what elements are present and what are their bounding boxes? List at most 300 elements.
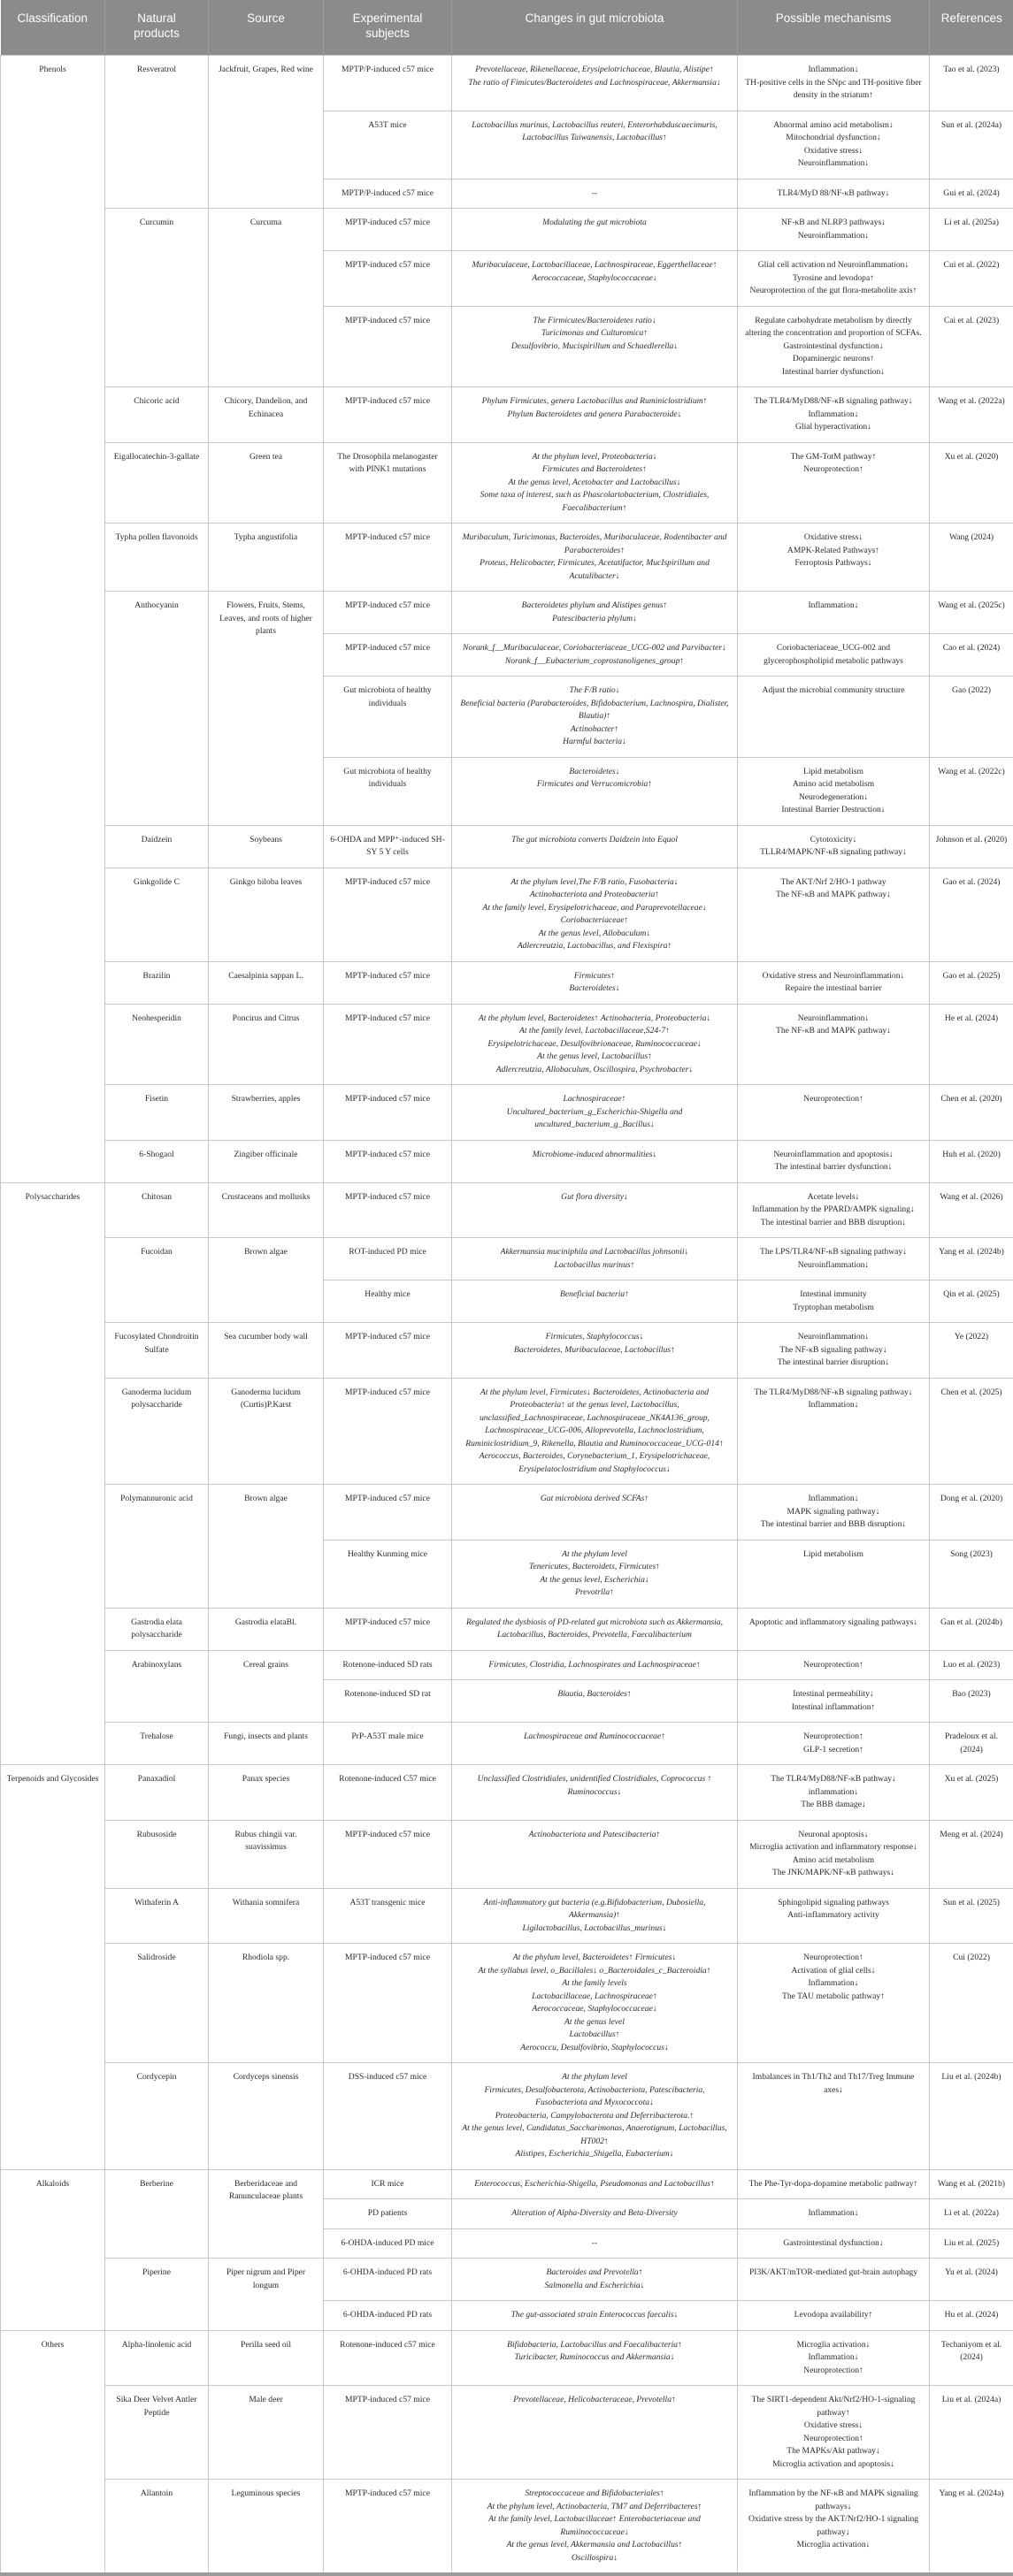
table-row <box>1 1085 1013 1141</box>
changes-cell <box>452 2199 738 2229</box>
subject-cell <box>324 1004 452 1085</box>
text-line: -- <box>457 187 732 201</box>
text-line: Adlercreutzia, Allobaculum, Oscillospira, Psychrobacter↓ <box>457 1064 732 1077</box>
subject-cell <box>324 1888 452 1944</box>
subject-cell <box>324 2386 452 2480</box>
subject-cell <box>324 2063 452 2170</box>
text-line: Mitochondrial dysfunction↓ <box>743 132 924 145</box>
source-cell-sika-deer-velvet-antler-peptide <box>209 2386 324 2480</box>
text-line: Streptococcaceae and Bifidobacteriales↑ <box>457 2488 732 2501</box>
text-line: Cordycepin <box>111 2071 203 2084</box>
subject-cell <box>324 524 452 592</box>
text-line: Wang et al. (2026) <box>935 1191 1008 1204</box>
text-line: Caesalpinia sappan L. <box>214 970 318 983</box>
classification-cell-polysaccharides <box>1 1182 105 1765</box>
text-line: Ginkgo biloba leaves <box>214 876 318 890</box>
reference-cell <box>930 1182 1013 1238</box>
text-line: Neuroprotection↑ <box>743 463 924 477</box>
reference-cell <box>930 1608 1013 1650</box>
text-line: TLR4/MyD 88/NF-κB pathway↓ <box>743 187 924 201</box>
text-line: MPTP-induced c57 mice <box>329 217 446 230</box>
text-line: Imbalances in Th1/Th2 and Th17/Treg Immune axes↓ <box>743 2071 924 2097</box>
subject-cell <box>324 1182 452 1238</box>
subject-cell <box>324 2480 452 2575</box>
text-line: Fisetin <box>111 1093 203 1106</box>
text-line: Microglia activation and apoptosis↓ <box>743 2458 924 2472</box>
text-line: Daidzein <box>111 834 203 847</box>
text-line: MPTP-induced c57 mice <box>329 642 446 655</box>
text-line: Alpha-linolenic acid <box>111 2339 203 2352</box>
text-line: Inflammation by the PPARD/AMPK signaling↓ <box>743 1204 924 1217</box>
text-line: Tryptophan metabolism <box>743 1302 924 1315</box>
reference-cell <box>930 2169 1013 2199</box>
text-line: Rotenone-induced C57 mice <box>329 1773 446 1786</box>
table-row <box>1 1888 1013 1944</box>
text-line: Rotenone-induced SD rat <box>329 1688 446 1701</box>
reference-cell <box>930 1004 1013 1085</box>
text-line: At the phylum level <box>457 1548 732 1562</box>
text-line: Sea cucumber body wall <box>214 1331 318 1344</box>
text-line: He et al. (2024) <box>935 1013 1008 1026</box>
source-cell-arabinoxylans <box>209 1650 324 1723</box>
changes-cell <box>452 1004 738 1085</box>
table-body <box>1 56 1013 2575</box>
classification-cell-phenols <box>1 56 105 1183</box>
reference-cell <box>930 634 1013 676</box>
mechanisms-cell <box>738 2199 930 2229</box>
text-line: The NF-κB and MAPK pathway↓ <box>743 1025 924 1038</box>
subject-cell <box>324 2259 452 2301</box>
source-cell-rubusoside <box>209 1820 324 1888</box>
table-header <box>1 0 1013 56</box>
text-line: Huh et al. (2020) <box>935 1149 1008 1162</box>
text-line: Gan et al. (2024b) <box>935 1617 1008 1630</box>
text-line: Xu et al. (2020) <box>935 451 1008 464</box>
text-line: MPTP-induced c57 mice <box>329 1829 446 1842</box>
text-line: The NF-κB and MAPK pathway↓ <box>743 889 924 902</box>
text-line: Uncultured_bacterium_g_Escherichia-Shigella and uncultured_bacterium_g_Bacillus↓ <box>457 1106 732 1132</box>
text-line: At the genus level, Acetobacter and Lactobacillus↓ <box>457 477 732 490</box>
mechanisms-cell <box>738 2480 930 2575</box>
product-cell-eigallocatechin-3-gallate <box>105 442 209 524</box>
source-cell-anthocyanin <box>209 592 324 826</box>
reference-cell <box>930 111 1013 179</box>
product-cell-piperine <box>105 2259 209 2331</box>
text-line: Wang et al. (2025c) <box>935 600 1008 613</box>
product-cell-curcumin <box>105 209 209 387</box>
text-line: Pradeloux et al. (2024) <box>935 1731 1008 1756</box>
reference-cell <box>930 1378 1013 1485</box>
product-cell-fucosylated-chondroitin-sulfate <box>105 1323 209 1379</box>
subject-cell <box>324 825 452 868</box>
changes-cell <box>452 2169 738 2199</box>
text-line: Bacteroidetes↓ <box>457 766 732 779</box>
text-line: Apoptotic and inflammatory signaling pathways↓ <box>743 1617 924 1630</box>
subject-cell <box>324 387 452 443</box>
changes-cell <box>452 1888 738 1944</box>
text-line: Terpenoids and Glycosides <box>6 1773 99 1786</box>
reference-cell <box>930 1140 1013 1182</box>
text-line: MPTP-induced c57 mice <box>329 970 446 983</box>
subject-cell <box>324 1238 452 1280</box>
table-row <box>1 961 1013 1004</box>
source-cell-neohesperidin <box>209 1004 324 1085</box>
text-line: Intestinal immunity <box>743 1288 924 1302</box>
text-line: Ye (2022) <box>935 1331 1008 1344</box>
text-line: Neuroinflammation↓ <box>743 1013 924 1026</box>
mechanisms-cell <box>738 2386 930 2480</box>
text-line: Chicory, Dandelion, and Echinacea <box>214 395 318 421</box>
text-line: Cereal grains <box>214 1659 318 1672</box>
text-line: Panax species <box>214 1773 318 1786</box>
product-cell-rubusoside <box>105 1820 209 1888</box>
text-line: Inflammation↓ <box>743 1493 924 1506</box>
text-line: Piper nigrum and Piper longum <box>214 2266 318 2292</box>
text-line: Inflammation↓ <box>743 64 924 77</box>
text-line: Soybeans <box>214 834 318 847</box>
text-line: Oxidative stress and Neuroinflammation↓ <box>743 970 924 983</box>
reference-cell <box>930 676 1013 758</box>
text-line: Typha angustifolia <box>214 531 318 545</box>
text-line: MPTP-induced c57 mice <box>329 1387 446 1400</box>
reference-cell <box>930 961 1013 1004</box>
text-line: Abnormal amino acid metabolism↓ <box>743 119 924 133</box>
text-line: Xu et al. (2025) <box>935 1773 1008 1786</box>
text-line: Acetate levels↓ <box>743 1191 924 1204</box>
text-line: Microbiome-induced abnormalities↓ <box>457 1149 732 1162</box>
source-cell-eigallocatechin-3-gallate <box>209 442 324 524</box>
reference-cell <box>930 2386 1013 2480</box>
reference-cell <box>930 209 1013 251</box>
text-line: MPTP-induced c57 mice <box>329 531 446 545</box>
text-line: MPTP-induced c57 mice <box>329 395 446 409</box>
reference-cell <box>930 868 1013 961</box>
text-line: Firmicutes↑ <box>457 970 732 983</box>
text-line: Gao et al. (2024) <box>935 876 1008 890</box>
text-line: At the phylum level, Firmicutes↓ Bacteroidetes, Actinobacteria and Proteobacteria↑ at the genus level, Lactobacillus, unclassified_Lachnospiraceae, Lachnospiraceae_NK4A136_group, Lachnospiraceae_UCG-006, Alloprevotella, Lachnoclostridium, Ruminiclostridium_9, Rikenella, Blautia and Ruminococcaceae_UCG-014↑ <box>457 1387 732 1451</box>
text-line: Intestinal permeability↓ <box>743 1688 924 1701</box>
source-cell-gastrodia-elata-polysaccharide <box>209 1608 324 1650</box>
mechanisms-cell <box>738 387 930 443</box>
source-cell-salidroside <box>209 1944 324 2063</box>
subject-cell <box>324 1280 452 1323</box>
text-line: Salmonella and Escherichia↓ <box>457 2280 732 2293</box>
subject-cell <box>324 1140 452 1182</box>
text-line: Ligilactobacillus, Lactobacillus_murinus↓ <box>457 1922 732 1936</box>
source-cell-alpha-linolenic-acid <box>209 2330 324 2386</box>
text-line: Gastrodia elata polysaccharide <box>111 1617 203 1642</box>
text-line: inflammation↓ <box>743 1786 924 1800</box>
table-row <box>1 2330 1013 2386</box>
subject-cell <box>324 1323 452 1379</box>
table-row <box>1 1723 1013 1765</box>
text-line: Prevotellaceae, Helicobacteraceae, Prevotella↑ <box>457 2394 732 2407</box>
text-line: Inflammation↓ <box>743 1399 924 1412</box>
text-line: Techaniyom et al. (2024) <box>935 2339 1008 2365</box>
text-line: Bacteroidetes, Muribaculaceae, Lactobacillus↑ <box>457 1344 732 1357</box>
text-line: Unclassified Clostridiales, unidentified Clostridiales, Coprococcus ↑ <box>457 1773 732 1786</box>
text-line: Intestinal Barrier Destruction↓ <box>743 804 924 817</box>
changes-cell <box>452 179 738 209</box>
text-line: MPTP-induced c57 mice <box>329 315 446 328</box>
changes-cell <box>452 524 738 592</box>
text-line: Bacteroides and Prevotella↑ <box>457 2266 732 2280</box>
text-line: The JNK/MAPK/NF-κB pathways↓ <box>743 1867 924 1880</box>
mechanisms-cell <box>738 306 930 387</box>
text-line: The Drosophila melanogaster with PINK1 mutations <box>329 451 446 477</box>
text-line: PrP-A53T male mice <box>329 1731 446 1744</box>
text-line: Zingiber officinale <box>214 1149 318 1162</box>
text-line: NF-κB and NLRP3 pathways↓ <box>743 217 924 230</box>
changes-cell <box>452 1238 738 1280</box>
changes-cell <box>452 1280 738 1323</box>
text-line: The AKT/Nrf 2/HO-1 pathway <box>743 876 924 890</box>
source-cell-ganoderma-lucidum-polysaccharide <box>209 1378 324 1485</box>
product-cell-fisetin <box>105 1085 209 1141</box>
text-line: Others <box>6 2339 99 2352</box>
changes-cell <box>452 442 738 524</box>
text-line: Liu et al. (2025) <box>935 2237 1008 2251</box>
text-line: Crustaceans and mollusks <box>214 1191 318 1204</box>
changes-cell <box>452 387 738 443</box>
reference-cell <box>930 179 1013 209</box>
text-line: Neurodegeneration↓ <box>743 791 924 805</box>
text-line: MPTP-induced c57 mice <box>329 1952 446 1965</box>
reference-cell <box>930 1888 1013 1944</box>
changes-cell <box>452 111 738 179</box>
text-line: Bacteroidetes phylum and Alistipes genus↑ <box>457 600 732 613</box>
header-row <box>1 0 1013 56</box>
text-line: Sun et al. (2024a) <box>935 119 1008 133</box>
product-cell-chicoric-acid <box>105 387 209 443</box>
text-line: MPTP-induced c57 mice <box>329 259 446 272</box>
text-line: Inflammation↓ <box>743 2351 924 2365</box>
text-line: MPTP-induced c57 mice <box>329 1493 446 1506</box>
text-line: Liu et al. (2024b) <box>935 2071 1008 2084</box>
text-line: Actinobacter↑ <box>457 723 732 737</box>
reference-cell <box>930 2330 1013 2386</box>
text-line: The ratio of Fimicutes/Bacteroidetes and Lachnospiraceae, Akkermansia↓ <box>457 77 732 90</box>
text-line: MPTP-induced c57 mice <box>329 1013 446 1026</box>
text-line: Modulating the gut microbiota <box>457 217 732 230</box>
text-line: MPTP-induced c57 mice <box>329 1093 446 1106</box>
text-line: At the family level, Lactobacillaceae,S24-7↑ <box>457 1025 732 1038</box>
table-row <box>1 868 1013 961</box>
mechanisms-cell <box>738 868 930 961</box>
text-line: Gao et al. (2025) <box>935 970 1008 983</box>
text-line: Yang et al. (2024a) <box>935 2488 1008 2501</box>
text-line: Rubusoside <box>111 1829 203 1842</box>
table-row <box>1 1820 1013 1888</box>
source-cell-berberine <box>209 2169 324 2259</box>
source-cell-chicoric-acid <box>209 387 324 443</box>
text-line: Phenols <box>6 64 99 77</box>
text-line: Alkaloids <box>6 2178 99 2191</box>
text-line: Ruminococcus↓ <box>457 1786 732 1800</box>
text-line: MAPK signaling pathway↓ <box>743 1506 924 1519</box>
text-line: Neuroinflammation↓ <box>743 1259 924 1273</box>
text-line: Lactobacillus↑ <box>457 2029 732 2042</box>
text-line: 6-OHDA-induced PD rats <box>329 2266 446 2280</box>
source-cell-polymannuronic-acid <box>209 1485 324 1609</box>
text-line: Perilla seed oil <box>214 2339 318 2352</box>
text-line: Lactobacillus murinus, Lactobacillus reuteri, Enterorhabduscaecimuris, Lactobacillus Taiwanensis, Lactobacillus↑ <box>457 119 732 145</box>
text-line: Phylum Bacteroidetes and genera Parabacteroide↓ <box>457 409 732 422</box>
subject-cell <box>324 2199 452 2229</box>
text-line: Song (2023) <box>935 1548 1008 1562</box>
mechanisms-cell <box>738 1485 930 1540</box>
text-line: Wang et al. (2022c) <box>935 766 1008 779</box>
text-line: Poncirus and Citrus <box>214 1013 318 1026</box>
source-cell-allantoin <box>209 2480 324 2575</box>
mechanisms-cell <box>738 56 930 111</box>
text-line: Cordyceps sinensis <box>214 2071 318 2084</box>
text-line: Salidroside <box>111 1952 203 1965</box>
text-line: TH-positive cells in the SNpc and TH-positive fiber density in the striatum↑ <box>743 77 924 103</box>
text-line: At the genus level <box>457 2016 732 2029</box>
text-line: Neohesperidin <box>111 1013 203 1026</box>
text-line: The TAU metabolic pathway↑ <box>743 1991 924 2004</box>
subject-cell <box>324 2330 452 2386</box>
text-line: Lipid metabolism <box>743 766 924 779</box>
text-line: Gastrointestinal dysfunction↓ <box>743 340 924 354</box>
product-cell-cordycepin <box>105 2063 209 2170</box>
mechanisms-cell <box>738 1765 930 1821</box>
source-cell-ginkgolide-c <box>209 868 324 961</box>
mechanisms-cell <box>738 634 930 676</box>
text-line: The intestinal barrier dysfunction↓ <box>743 1161 924 1174</box>
text-line: At the family levels <box>457 1977 732 1991</box>
text-line: Firmicutes and Bacteroidetes↑ <box>457 463 732 477</box>
text-line: Coriobacteriaceae↑ <box>457 914 732 928</box>
text-line: Allantoin <box>111 2488 203 2501</box>
text-line: Piperine <box>111 2266 203 2280</box>
subject-cell <box>324 1485 452 1540</box>
text-line: Gut microbiota of healthy individuals <box>329 684 446 710</box>
text-line: ROT-induced PD mice <box>329 1246 446 1259</box>
reference-cell <box>930 1650 1013 1680</box>
text-line: Liu et al. (2024a) <box>935 2394 1008 2407</box>
text-line: Some taxa of interest, such as Phascolartobacterium, Clostridiales, Faecalibacterium↑ <box>457 489 732 515</box>
reference-cell <box>930 524 1013 592</box>
mechanisms-cell <box>738 209 930 251</box>
table-row <box>1 2259 1013 2301</box>
text-line: MPTP/P-induced c57 mice <box>329 64 446 77</box>
product-cell-ganoderma-lucidum-polysaccharide <box>105 1378 209 1485</box>
reference-cell <box>930 1238 1013 1280</box>
text-line: Amino acid metabolism <box>743 778 924 791</box>
changes-cell <box>452 1540 738 1608</box>
text-line: Polymannuronic acid <box>111 1493 203 1506</box>
mechanisms-cell <box>738 1723 930 1765</box>
changes-cell <box>452 1944 738 2063</box>
text-line: The F/B ratio↓ <box>457 684 732 698</box>
text-line: Neuroprotection↑ <box>743 1093 924 1106</box>
mechanisms-cell <box>738 757 930 825</box>
text-line: Regulated the dysbiosis of PD-related gut microbiota such as Akkermansia, Lactobacillus, Bacteroides, Prevotella, Faecalibacterium <box>457 1617 732 1642</box>
text-line: MPTP-induced c57 mice <box>329 2394 446 2407</box>
text-line: Oscillospira↓ <box>457 2552 732 2565</box>
text-line: Typha pollen flavonoids <box>111 531 203 545</box>
text-line: Brown algae <box>214 1493 318 1506</box>
subject-cell <box>324 306 452 387</box>
text-line: Brazilin <box>111 970 203 983</box>
text-line: Brown algae <box>214 1246 318 1259</box>
product-cell-6-shogaol <box>105 1140 209 1182</box>
subject-cell <box>324 868 452 961</box>
text-line: Healthy Kunming mice <box>329 1548 446 1562</box>
text-line: Fucosylated Chondroitin Sulfate <box>111 1331 203 1357</box>
text-line: Cao et al. (2024) <box>935 642 1008 655</box>
product-cell-ginkgolide-c <box>105 868 209 961</box>
text-line: Aerococcaceae, Staphylococcaceae↓ <box>457 2003 732 2016</box>
table-row <box>1 825 1013 868</box>
text-line: Hu et al. (2024) <box>935 2309 1008 2322</box>
reference-cell <box>930 442 1013 524</box>
changes-cell <box>452 2480 738 2575</box>
text-line: Fucoidan <box>111 1246 203 1259</box>
mechanisms-cell <box>738 825 930 868</box>
reference-cell <box>930 251 1013 307</box>
text-line: Gut flora diversity↓ <box>457 1191 732 1204</box>
text-line: At the genus level, Akkermansia and Lactobacillus↑ <box>457 2539 732 2552</box>
text-line: PI3K/AKT/mTOR-mediated gut-brain autophagy <box>743 2266 924 2280</box>
changes-cell <box>452 56 738 111</box>
text-line: Leguminous species <box>214 2488 318 2501</box>
table-row <box>1 1182 1013 1238</box>
product-cell-allantoin <box>105 2480 209 2575</box>
text-line: Neuronal apoptosis↓ <box>743 1829 924 1842</box>
text-line: Repaire the intestinal barrier <box>743 982 924 996</box>
text-line: Proteus, Helicobacter, Firmicutes, Acetatifactor, MucIspirillum and Acutalibacter↓ <box>457 557 732 583</box>
reference-cell <box>930 2063 1013 2170</box>
text-line: At the phylum level,The F/B ratio, Fusobacteria↓ <box>457 876 732 890</box>
text-line: Ginkgolide C <box>111 876 203 890</box>
text-line: Neuroinflammation↓ <box>743 230 924 243</box>
text-line: Berberine <box>111 2178 203 2191</box>
text-line: Tyrosine and levodopa↑ <box>743 272 924 286</box>
text-line: Oxidative stress by the AKT/Nrf2/HO-1 signaling pathway↓ <box>743 2513 924 2539</box>
text-line: Lachnospiraceae↑ <box>457 1093 732 1106</box>
text-line: Anti-inflammatory activity <box>743 1909 924 1922</box>
table-row <box>1 592 1013 634</box>
changes-cell <box>452 2386 738 2480</box>
mechanisms-cell <box>738 442 930 524</box>
text-line: Rhodiola spp. <box>214 1952 318 1965</box>
text-line: Neuroinflammation↓ <box>743 1331 924 1344</box>
text-line: The intestinal barrier and BBB disruption↓ <box>743 1518 924 1532</box>
text-line: Trehalose <box>111 1731 203 1744</box>
text-line: Inflammation↓ <box>743 409 924 422</box>
changes-cell <box>452 592 738 634</box>
text-line: Eigallocatechin-3-gallate <box>111 451 203 464</box>
product-cell-withaferin-a <box>105 1888 209 1944</box>
mechanisms-cell <box>738 179 930 209</box>
table-row <box>1 387 1013 443</box>
subject-cell <box>324 2228 452 2259</box>
reference-cell <box>930 1280 1013 1323</box>
reference-cell <box>930 1680 1013 1723</box>
subject-cell <box>324 757 452 825</box>
text-line: Prevotellaceae, Rikenellaceae, Erysipelotrichaceae, Blautia, Alistipe↑ <box>457 64 732 77</box>
text-line: At the phylum level, Proteobacteria↓ <box>457 451 732 464</box>
text-line: Rotenone-induced c57 mice <box>329 2339 446 2352</box>
text-line: Firmicutes, Clostridia, Lachnospirates and Lachnospiraceae↑ <box>457 1659 732 1672</box>
text-line: Lactobacillaceae, Lachnospiraceae↑ <box>457 1991 732 2004</box>
text-line: At the genus level, Allobaculum↓ <box>457 928 732 941</box>
changes-cell <box>452 2330 738 2386</box>
text-line: At the genus level, Candidatus_Saccharimonas, Anaerotignum, Lactobacillus, HT002↑ <box>457 2122 732 2148</box>
